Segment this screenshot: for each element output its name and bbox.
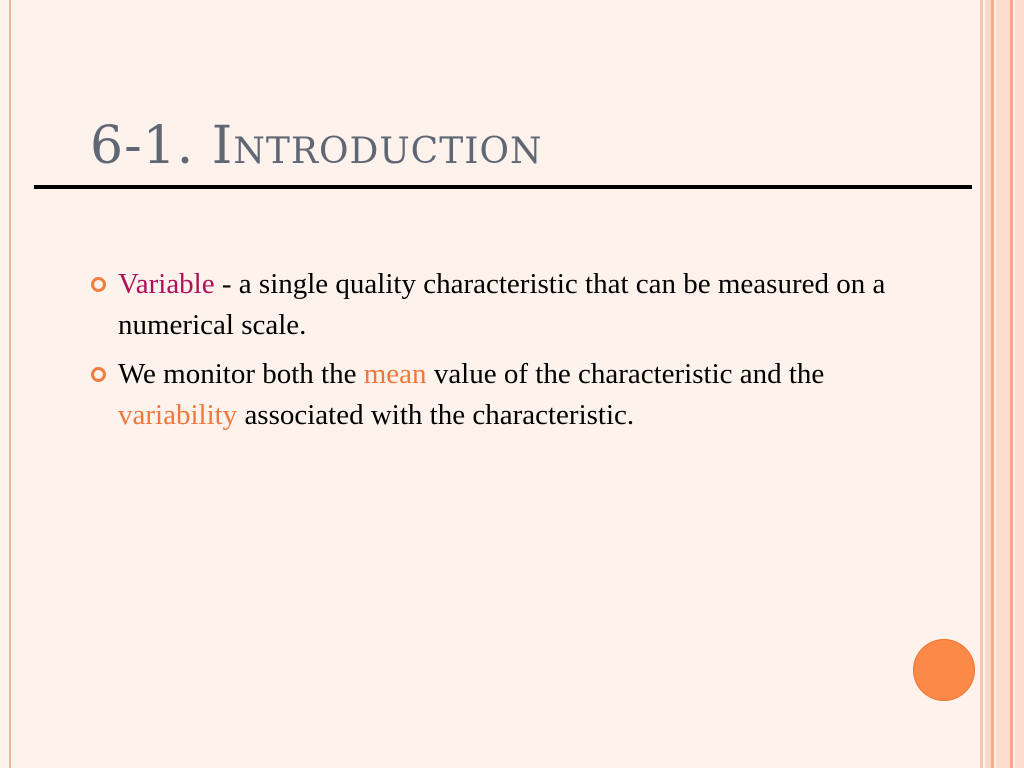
hollow-circle-bullet-icon xyxy=(91,367,106,382)
bullet-text-middle: value of the characteristic and the xyxy=(426,358,825,390)
slide-title: 6-1. Introduction xyxy=(90,116,543,176)
orange-circle-decoration xyxy=(913,639,975,701)
right-stripe-6 xyxy=(1015,0,1024,768)
bullet-item-monitor xyxy=(90,354,950,436)
right-stripe-4 xyxy=(996,0,1010,768)
bullet-text: - a single quality characteristic that can be measured on a numerical scale. xyxy=(118,268,886,341)
right-stripe-3 xyxy=(991,0,994,768)
term-variable: Variable xyxy=(118,268,215,300)
bullet-list xyxy=(90,264,950,444)
bullet-text-after: associated with the characteristic. xyxy=(237,399,635,431)
bullet-text-before: We monitor both the xyxy=(118,358,364,390)
term-variability: variability xyxy=(118,399,238,431)
bullet-item-variable xyxy=(90,264,950,346)
right-stripe-5 xyxy=(1010,0,1013,768)
title-underline xyxy=(34,185,972,189)
right-stripe-1 xyxy=(980,0,983,768)
left-border-line xyxy=(9,0,11,768)
term-mean: mean xyxy=(363,358,427,390)
hollow-circle-bullet-icon xyxy=(91,277,106,292)
